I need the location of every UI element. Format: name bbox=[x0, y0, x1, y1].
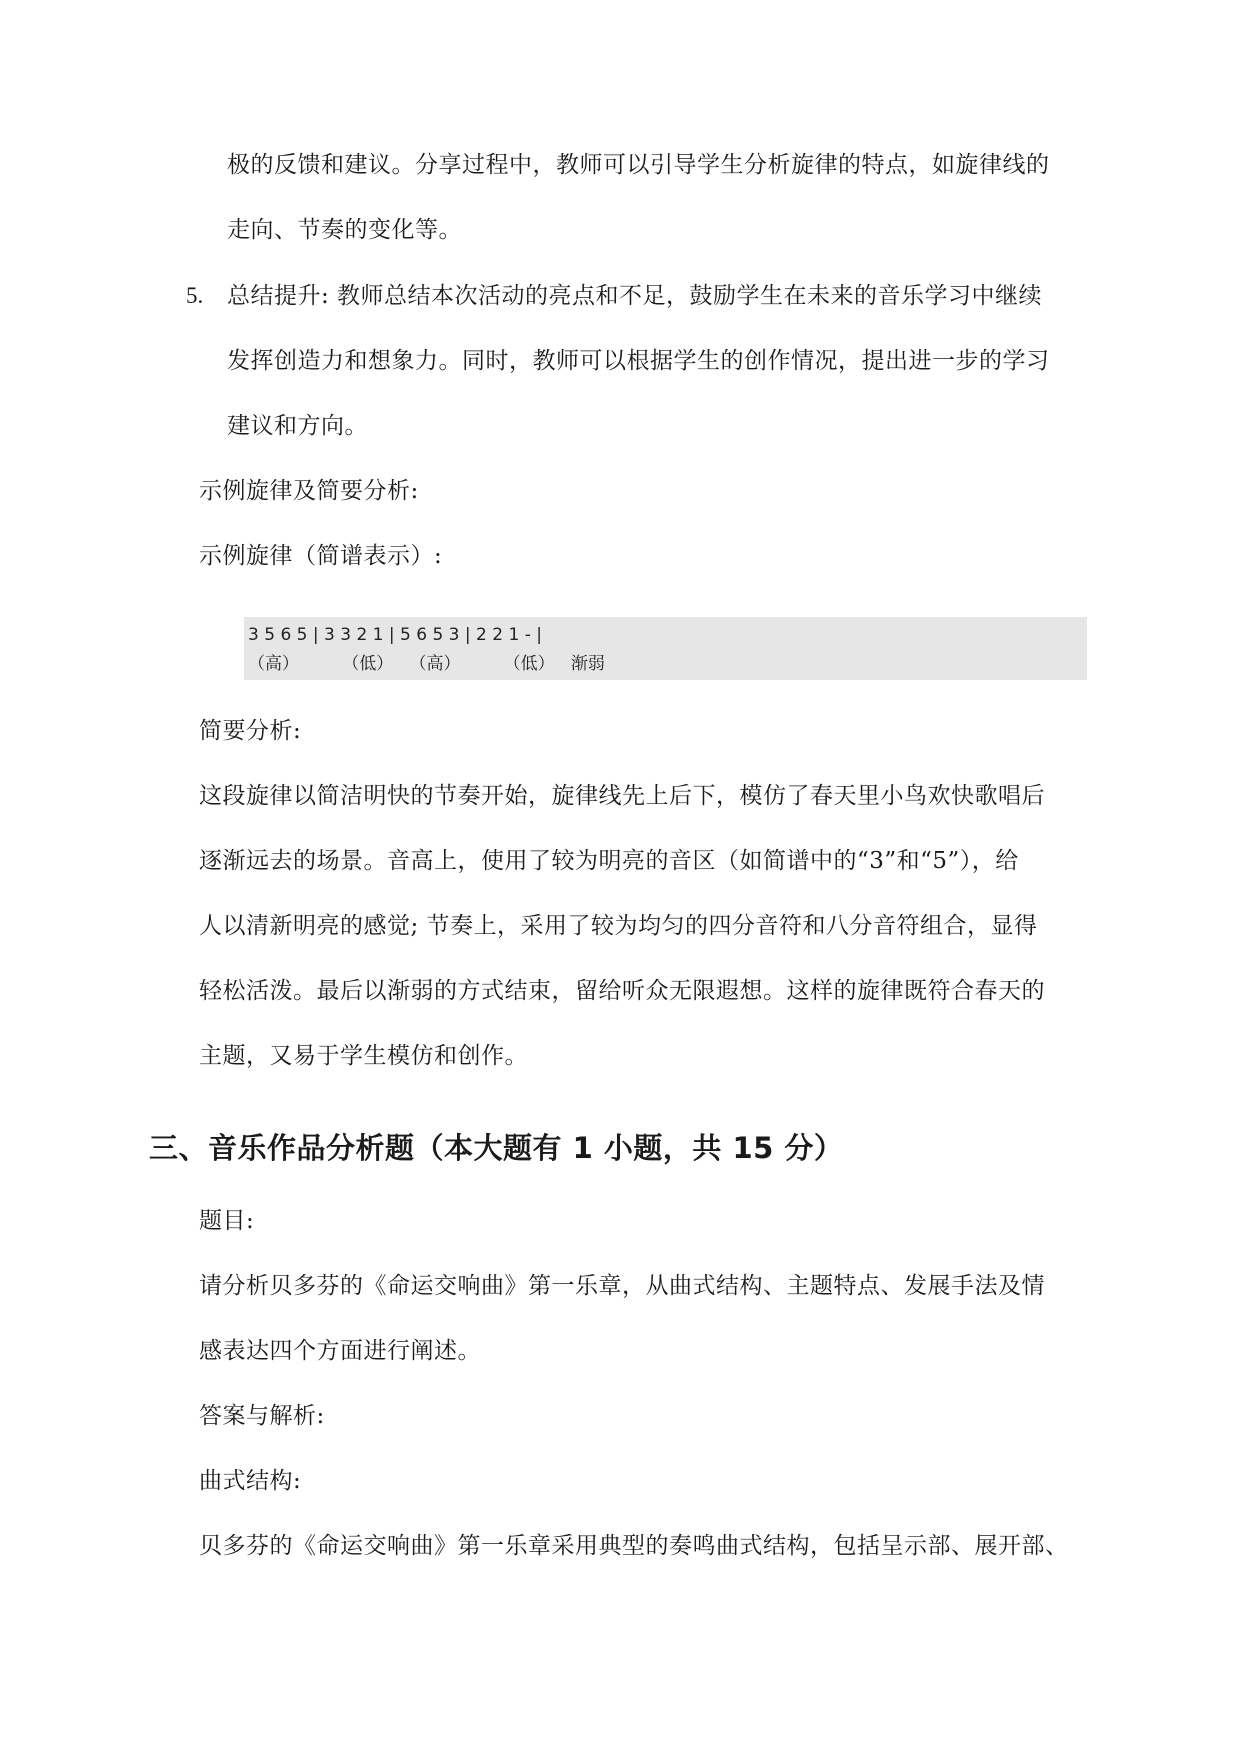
melody-notes: 3 5 6 5 | 3 3 2 1 | 5 6 5 3 | 2 2 1 - | bbox=[248, 625, 542, 645]
list-item-text: 总结提升: 教师总结本次活动的亮点和不足，鼓励学生在未来的音乐学习中继续 bbox=[227, 283, 1043, 309]
melody-annotations: （高） （低） （高） （低） 渐弱 bbox=[248, 654, 605, 674]
analysis-line: 逐渐远去的场景。音高上，使用了较为明亮的音区（如简谱中的“3”和“5”），给 bbox=[199, 848, 1019, 874]
example-subheading: 示例旋律（简谱表示）: bbox=[199, 543, 443, 569]
paragraph-line: 极的反馈和建议。分享过程中，教师可以引导学生分析旋律的特点，如旋律线的 bbox=[227, 152, 1050, 178]
list-item-text: 发挥创造力和想象力。同时，教师可以根据学生的创作情况，提出进一步的学习 bbox=[227, 348, 1050, 374]
paragraph-line: 走向、节奏的变化等。 bbox=[227, 217, 462, 243]
list-item-text: 建议和方向。 bbox=[227, 413, 368, 439]
analysis-line: 人以清新明亮的感觉; 节奏上，采用了较为均匀的四分音符和八分音符组合，显得 bbox=[199, 913, 1038, 939]
question-line: 请分析贝多芬的《命运交响曲》第一乐章，从曲式结构、主题特点、发展手法及情 bbox=[199, 1273, 1045, 1299]
melody-code-block bbox=[244, 617, 1087, 680]
analysis-line: 这段旋律以简洁明快的节奏开始，旋律线先上后下，模仿了春天里小鸟欢快歌唱后 bbox=[199, 783, 1045, 809]
analysis-line: 轻松活泼。最后以渐弱的方式结束，留给听众无限遐想。这样的旋律既符合春天的 bbox=[199, 978, 1045, 1004]
answer-label: 答案与解析: bbox=[199, 1403, 325, 1429]
structure-label: 曲式结构: bbox=[199, 1468, 302, 1494]
question-line: 感表达四个方面进行阐述。 bbox=[199, 1338, 481, 1364]
example-heading: 示例旋律及简要分析: bbox=[199, 478, 419, 504]
section-heading: 三、音乐作品分析题（本大题有 1 小题，共 15 分） bbox=[149, 1131, 844, 1165]
analysis-heading: 简要分析: bbox=[199, 718, 302, 744]
list-item-number: 5. bbox=[186, 283, 204, 308]
question-label: 题目: bbox=[199, 1208, 255, 1234]
analysis-line: 主题，又易于学生模仿和创作。 bbox=[199, 1043, 528, 1069]
structure-line: 贝多芬的《命运交响曲》第一乐章采用典型的奏鸣曲式结构，包括呈示部、展开部、 bbox=[199, 1533, 1069, 1559]
